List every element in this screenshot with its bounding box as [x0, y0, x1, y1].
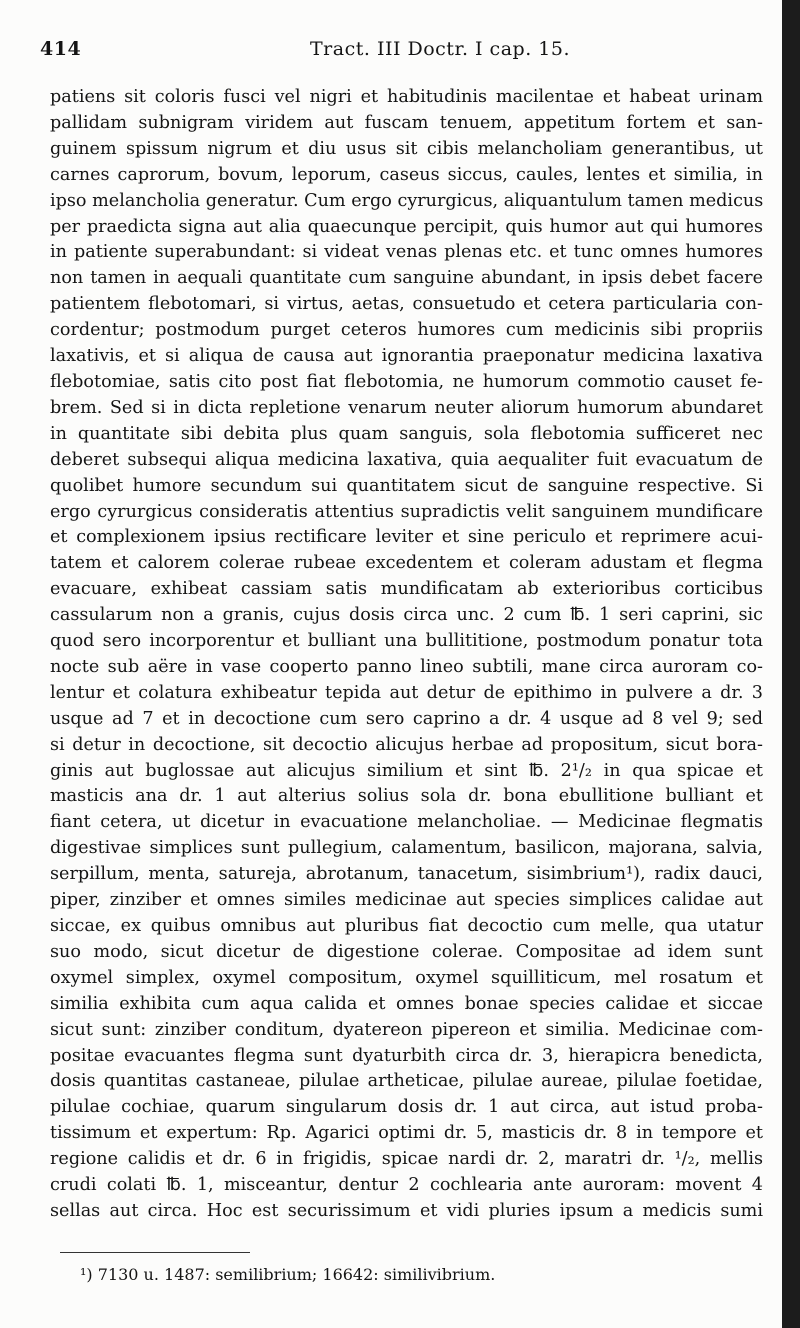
text-line: per praedicta signa aut alia quaecunque percipit, quis humor aut qui humores — [50, 216, 763, 237]
footnote-rule — [60, 1252, 250, 1253]
text-line: serpillum, menta, satureja, abrotanum, tanacetum, sisimbrium¹), radix dauci, — [50, 864, 763, 885]
text-line: quod sero incorporentur et bulliant una bullititione, postmodum ponatur tota — [50, 631, 763, 652]
text-line: sellas aut circa. Hoc est securissimum et vidi pluries ipsum a medicis sumi — [50, 1200, 763, 1221]
text-line: similia exhibita cum aqua calida et omnes bonae species calidae et siccae — [50, 993, 763, 1014]
text-line: in patiente superabundant: si videat venas plenas etc. et tunc omnes humores — [50, 242, 763, 263]
text-line: non tamen in aequali quantitate cum sanguine abundant, in ipsis debet facere — [50, 268, 763, 289]
text-line: cassularum non a granis, cujus dosis circa unc. 2 cum ℔. 1 seri caprini, sic — [50, 605, 763, 626]
text-line: fiant cetera, ut dicetur in evacuatione melancholiae. — Medicinae flegmatis — [50, 812, 763, 833]
text-line: ginis aut buglossae aut alicujus similium et sint ℔. 2¹/₂ in qua spicae et — [50, 760, 763, 781]
text-line: masticis ana dr. 1 aut alterius solius sola dr. bona ebullitione bulliant et — [50, 786, 763, 807]
text-line: lentur et colatura exhibeatur tepida aut detur de epithimo in pulvere a dr. 3 — [50, 682, 763, 703]
text-line: pilulae cochiae, quarum singularum dosis dr. 1 aut circa, aut istud proba- — [50, 1097, 763, 1118]
running-head: Tract. III Doctr. I cap. 15. — [310, 38, 570, 60]
text-line: piper, zinziber et omnes similes medicinae aut species simplices calidae aut — [50, 890, 763, 911]
text-line: regione calidis et dr. 6 in frigidis, spicae nardi dr. 2, maratri dr. ¹/₂, mellis — [50, 1149, 763, 1170]
text-line: brem. Sed si in dicta repletione venarum neuter aliorum humorum abundaret — [50, 397, 763, 418]
text-line: ergo cyrurgicus consideratis attentius supradictis velit sanguinem mundificare — [50, 501, 763, 522]
text-line: carnes caprorum, bovum, leporum, caseus siccus, caules, lentes et similia, in — [50, 164, 763, 185]
text-line: patientem flebotomari, si virtus, aetas, consuetudo et cetera particularia con- — [50, 294, 763, 315]
text-line: evacuare, exhibeat cassiam satis mundificatam ab exterioribus corticibus — [50, 579, 763, 600]
text-line: oxymel simplex, oxymel compositum, oxymel squilliticum, mel rosatum et — [50, 967, 763, 988]
text-line: cordentur; postmodum purget ceteros humores cum medicinis sibi propriis — [50, 320, 763, 341]
text-line: crudi colati ℔. 1, misceantur, dentur 2 cochlearia ante auroram: movent 4 — [50, 1175, 763, 1196]
text-line: sicut sunt: zinziber conditum, dyatereon pipereon et similia. Medicinae com- — [50, 1019, 763, 1040]
text-line: si detur in decoctione, sit decoctio alicujus herbae ad propositum, sicut bora- — [50, 734, 763, 755]
body-text — [50, 85, 763, 1225]
text-line: et complexionem ipsius rectificare leviter et sine periculo et reprimere acui- — [50, 527, 763, 548]
text-line: suo modo, sicut dicetur de digestione colerae. Compositae ad idem sunt — [50, 941, 763, 962]
text-line: pallidam subnigram viridem aut fuscam tenuem, appetitum fortem et san- — [50, 112, 763, 133]
text-line: flebotomiae, satis cito post fiat flebotomia, ne humorum commotio causet fe- — [50, 371, 763, 392]
text-line: laxativis, et si aliqua de causa aut ignorantia praeponatur medicina laxativa — [50, 346, 763, 367]
text-line: deberet subsequi aliqua medicina laxativa, quia aequaliter fuit evacuatum de — [50, 449, 763, 470]
text-line: nocte sub aëre in vase cooperto panno lineo subtili, mane circa auroram co- — [50, 656, 763, 677]
page-header — [40, 30, 742, 70]
footnote: ¹) 7130 u. 1487: semilibrium; 16642: similivibrium. — [80, 1265, 496, 1284]
text-line: positae evacuantes flegma sunt dyaturbith circa dr. 3, hierapicra benedicta, — [50, 1045, 763, 1066]
text-line: ipso melancholia generatur. Cum ergo cyrurgicus, aliquantulum tamen medicus — [50, 190, 764, 211]
text-line: digestivae simplices sunt pullegium, calamentum, basilicon, majorana, salvia, — [50, 838, 763, 859]
text-line: tissimum et expertum: Rp. Agarici optimi dr. 5, masticis dr. 8 in tempore et — [50, 1123, 763, 1144]
text-line: guinem spissum nigrum et diu usus sit cibis melancholiam generantibus, ut — [50, 138, 763, 159]
text-line: quolibet humore secundum sui quantitatem sicut de sanguine respective. Si — [50, 475, 763, 496]
page-number: 414 — [40, 38, 82, 60]
text-line: patiens sit coloris fusci vel nigri et habitudinis macilentae et habeat urinam — [50, 87, 763, 107]
text-line: dosis quantitas castaneae, pilulae artheticae, pilulae aureae, pilulae foetidae, — [50, 1071, 763, 1092]
text-line: tatem et calorem colerae rubeae excedentem et coleram adustam et flegma — [50, 553, 763, 574]
text-line: usque ad 7 et in decoctione cum sero caprino a dr. 4 usque ad 8 vel 9; sed — [50, 708, 763, 729]
text-line: in quantitate sibi debita plus quam sanguis, sola flebotomia sufficeret nec — [50, 423, 763, 444]
text-line: siccae, ex quibus omnibus aut pluribus fiat decoctio cum melle, qua utatur — [50, 916, 763, 936]
